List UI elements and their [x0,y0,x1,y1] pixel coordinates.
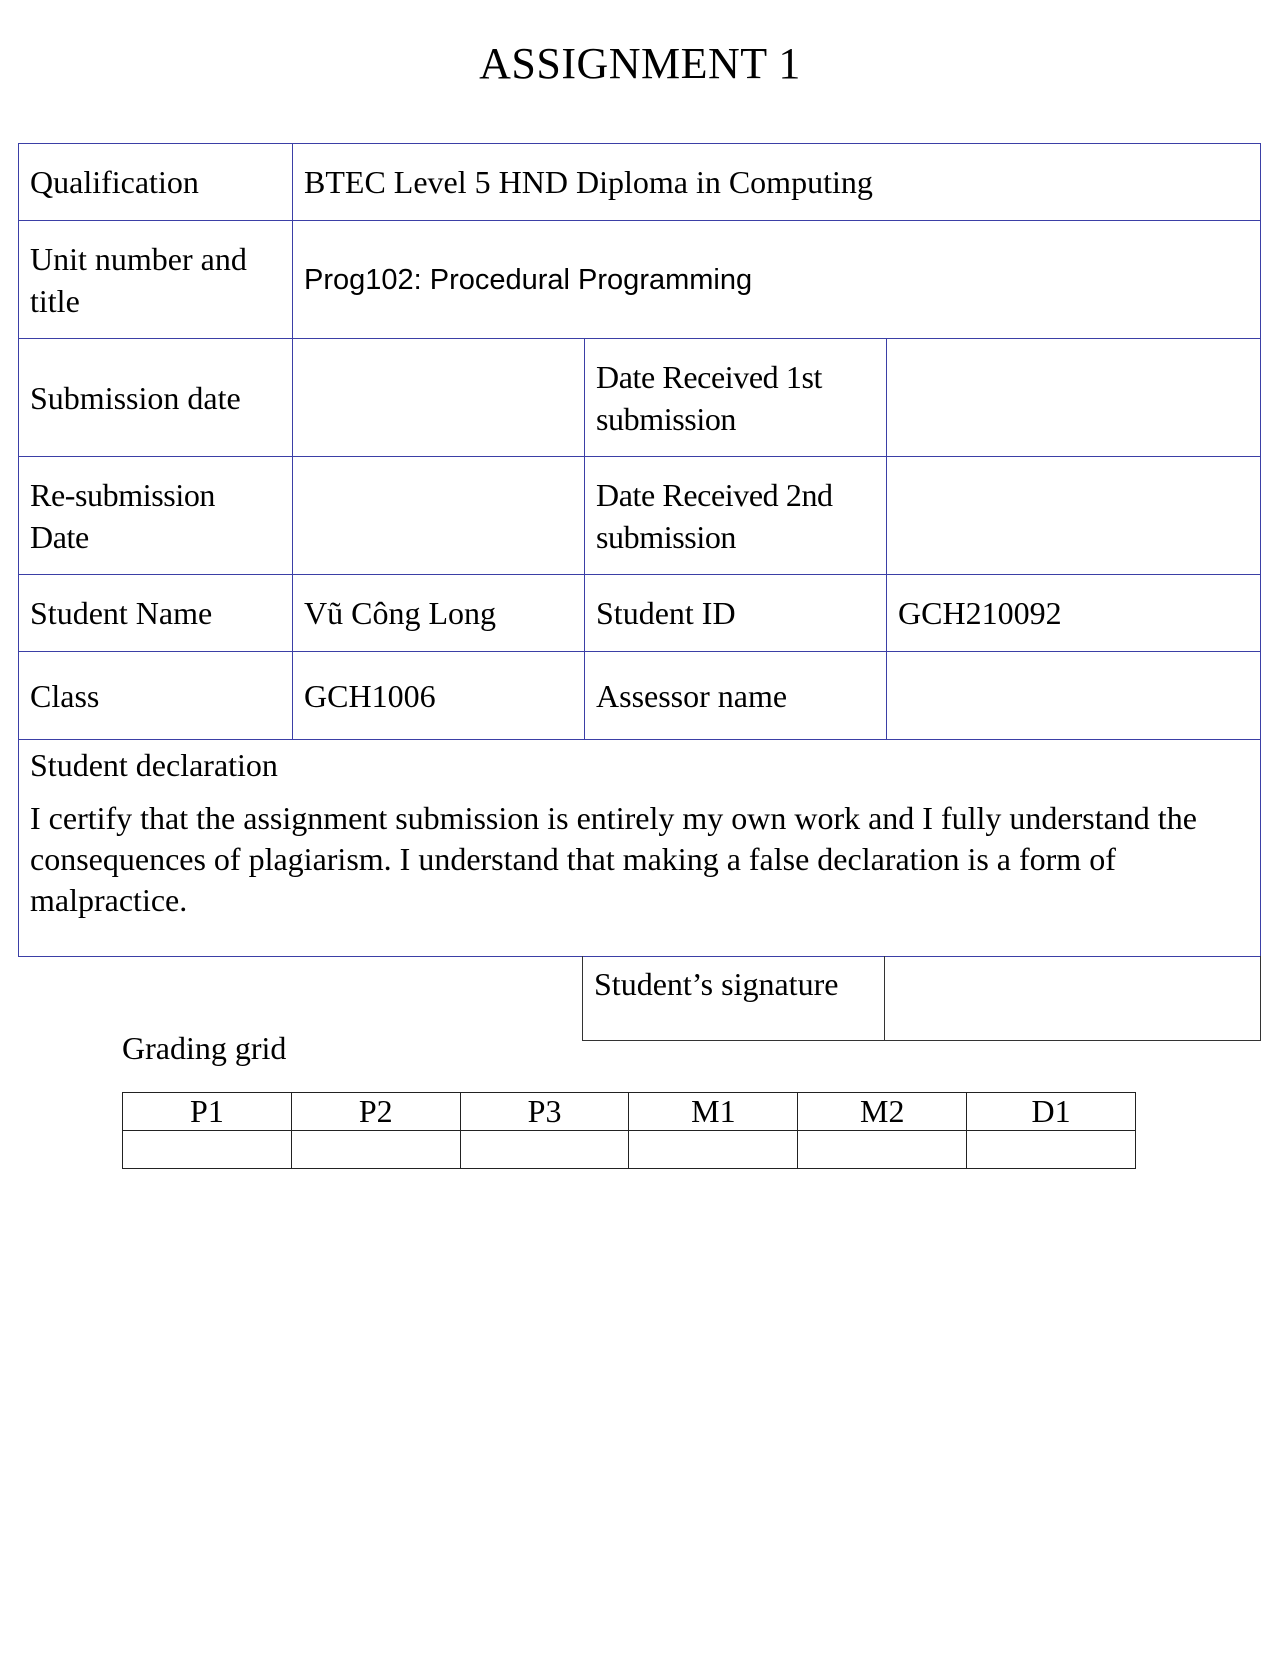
grade-header-p1: P1 [123,1093,292,1131]
grade-header-d1: D1 [967,1093,1136,1131]
resubmission-date-value[interactable] [293,457,585,575]
signature-value[interactable] [885,956,1261,1041]
grade-value-p3[interactable] [460,1131,629,1169]
class-label: Class [19,652,293,740]
date-received-2nd-value[interactable] [887,457,1261,575]
declaration-row [19,740,1261,957]
submission-date-value[interactable] [293,339,585,457]
date-received-1st-label: Date Received 1st submission [585,339,887,457]
unit-row [19,221,1261,339]
unit-label: Unit number and title [19,221,293,339]
submission-date-label: Submission date [19,339,293,457]
student-name-value: Vũ Công Long [293,575,585,652]
resubmission-date-label: Re-submission Date [19,457,293,575]
grade-header-m2: M2 [798,1093,967,1131]
grade-value-p1[interactable] [123,1131,292,1169]
grading-grid-table [122,1092,1136,1169]
grade-value-p2[interactable] [291,1131,460,1169]
submission-row [19,339,1261,457]
page-title: ASSIGNMENT 1 [479,39,801,88]
grading-grid-label: Grading grid [122,1030,287,1066]
student-name-label: Student Name [19,575,293,652]
unit-value: Prog102: Procedural Programming [293,221,1261,339]
signature-table [582,956,1261,1041]
declaration-heading: Student declaration [30,747,278,783]
assignment-info-table [18,143,1261,957]
grade-header-p3: P3 [460,1093,629,1131]
student-id-label: Student ID [585,575,887,652]
qualification-row [19,144,1261,221]
resubmission-row [19,457,1261,575]
assessor-name-value[interactable] [887,652,1261,740]
class-value: GCH1006 [293,652,585,740]
grade-header-p2: P2 [291,1093,460,1131]
declaration-text: I certify that the assignment submission is entirely my own work and I fully understand the consequences of plagiarism. I understand that making a false declaration is a form of malpractice. [30,800,1197,918]
date-received-2nd-label: Date Received 2nd submission [585,457,887,575]
grade-value-d1[interactable] [967,1131,1136,1169]
student-row [19,575,1261,652]
grade-value-m1[interactable] [629,1131,798,1169]
assessor-name-label: Assessor name [585,652,887,740]
grade-header-m1: M1 [629,1093,798,1131]
declaration-cell [19,740,1261,957]
signature-label: Student’s signature [583,956,885,1041]
qualification-label: Qualification [19,144,293,221]
date-received-1st-value[interactable] [887,339,1261,457]
student-id-value: GCH210092 [887,575,1261,652]
grade-value-m2[interactable] [798,1131,967,1169]
class-row [19,652,1261,740]
grading-grid-header-row [123,1093,1136,1131]
grading-grid-value-row [123,1131,1136,1169]
qualification-value: BTEC Level 5 HND Diploma in Computing [293,144,1261,221]
